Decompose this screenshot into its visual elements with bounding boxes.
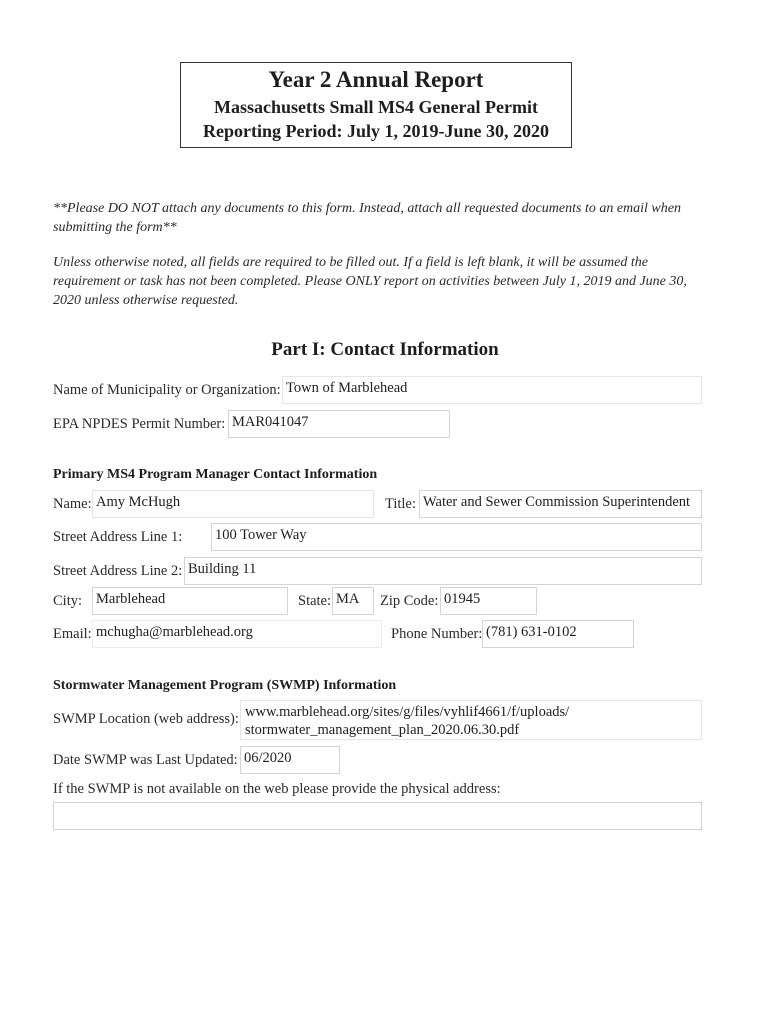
swmp-updated-label: Date SWMP was Last Updated: bbox=[53, 752, 238, 768]
street2-label: Street Address Line 2: bbox=[53, 563, 183, 579]
swmp-section-heading: Stormwater Management Program (SWMP) Information bbox=[53, 678, 397, 693]
zip-field[interactable]: 01945 bbox=[440, 587, 537, 615]
municipality-label: Name of Municipality or Organization: bbox=[53, 382, 281, 398]
report-subtitle: Massachusetts Small MS4 General Permit bbox=[214, 97, 538, 117]
required-note: Unless otherwise noted, all fields are required to be filled out. If a field is left blank, it will be assumed the requirement or task has not been completed. Please ONLY report on activities between July 1, 2019 and June 30, 2020 unless otherwise requested. bbox=[53, 255, 687, 308]
phone-label: Phone Number: bbox=[391, 626, 483, 642]
city-field[interactable]: Marblehead bbox=[92, 587, 288, 615]
permit-number-label: EPA NPDES Permit Number: bbox=[53, 416, 226, 432]
swmp-physical-label: If the SWMP is not available on the web please provide the physical address: bbox=[53, 781, 501, 797]
municipality-field[interactable]: Town of Marblehead bbox=[282, 376, 702, 404]
swmp-location-field[interactable] bbox=[240, 700, 702, 740]
swmp-url-line1: www.marblehead.org/sites/g/files/vyhlif4661/f/uploads/ bbox=[245, 704, 570, 720]
manager-section-heading: Primary MS4 Program Manager Contact Information bbox=[53, 467, 378, 482]
title-label: Title: bbox=[385, 496, 416, 512]
street2-field[interactable]: Building 11 bbox=[184, 557, 702, 585]
street1-field[interactable]: 100 Tower Way bbox=[211, 523, 702, 551]
name-label: Name: bbox=[53, 496, 92, 512]
swmp-physical-field[interactable] bbox=[53, 802, 702, 830]
part1-heading: Part I: Contact Information bbox=[271, 339, 499, 360]
city-label: City: bbox=[53, 593, 83, 609]
title-field[interactable]: Water and Sewer Commission Superintendent bbox=[419, 490, 702, 518]
swmp-location-label: SWMP Location (web address): bbox=[53, 711, 239, 727]
attach-note: **Please DO NOT attach any documents to this form. Instead, attach all requested documents to an email when submitting the form** bbox=[53, 201, 681, 235]
phone-field[interactable]: (781) 631-0102 bbox=[482, 620, 634, 648]
swmp-url-line2: stormwater_management_plan_2020.06.30.pdf bbox=[245, 722, 520, 738]
zip-label: Zip Code: bbox=[380, 593, 439, 609]
name-field[interactable]: Amy McHugh bbox=[92, 490, 374, 518]
state-field[interactable]: MA bbox=[332, 587, 374, 615]
report-title-box bbox=[180, 62, 572, 148]
swmp-updated-field[interactable]: 06/2020 bbox=[240, 746, 340, 774]
street1-label: Street Address Line 1: bbox=[53, 529, 183, 545]
email-field[interactable]: mchugha@marblehead.org bbox=[92, 620, 382, 648]
reporting-period: Reporting Period: July 1, 2019-June 30, 2020 bbox=[203, 121, 549, 141]
report-title: Year 2 Annual Report bbox=[268, 67, 484, 92]
email-label: Email: bbox=[53, 626, 92, 642]
state-label: State: bbox=[298, 593, 332, 609]
permit-number-field[interactable]: MAR041047 bbox=[228, 410, 450, 438]
